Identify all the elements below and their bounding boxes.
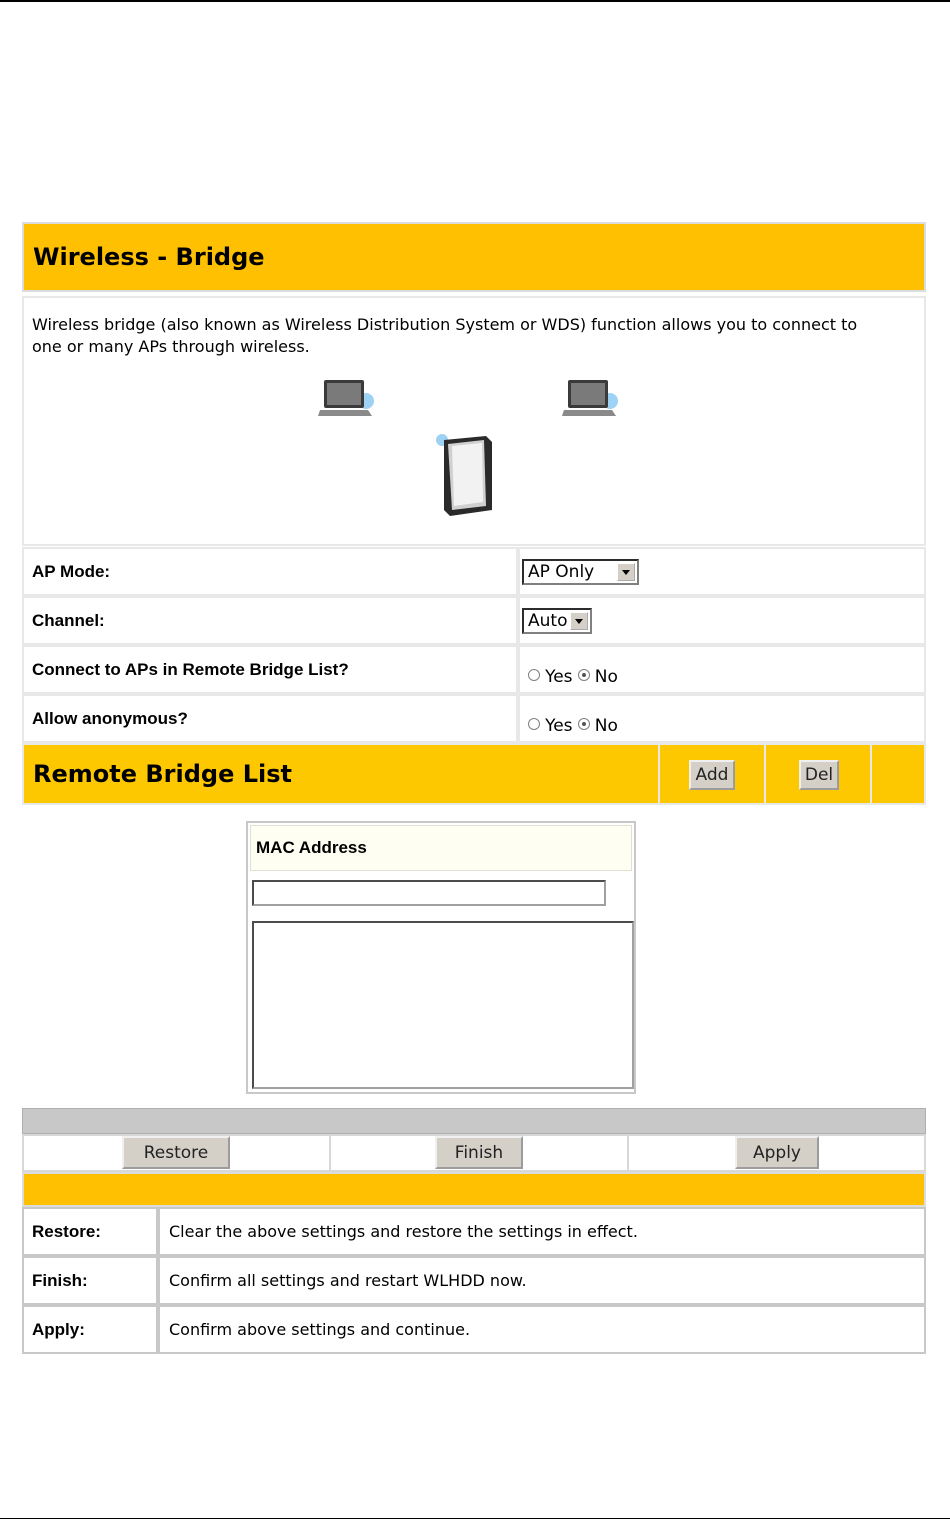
connect-remote-no-label: No (594, 667, 618, 687)
help-text-restore: Clear the above settings and restore the settings in effect. (169, 1222, 638, 1241)
remote-bridge-title: Remote Bridge List (33, 760, 292, 788)
allow-anonymous-value-cell (518, 694, 926, 743)
help-text-cell (158, 1207, 926, 1256)
help-term-cell (22, 1305, 158, 1354)
action-bar (22, 1134, 926, 1172)
connect-remote-value-cell (518, 645, 926, 694)
allow-anonymous-no-radio[interactable] (578, 718, 590, 730)
help-term-restore: Restore: (32, 1221, 101, 1241)
chevron-down-icon (617, 563, 635, 581)
description-panel (22, 296, 926, 546)
connect-remote-yes-radio[interactable] (528, 669, 540, 681)
restore-button[interactable]: Restore (122, 1136, 230, 1169)
ap-mode-label: AP Mode: (32, 561, 111, 581)
allow-anonymous-label-cell (22, 694, 518, 743)
laptop-icon (318, 374, 378, 422)
help-term-cell (22, 1256, 158, 1305)
remote-bridge-header (22, 743, 926, 805)
top-rule (0, 0, 950, 2)
description-text: Wireless bridge (also known as Wireless Distribution System or WDS) function allows you to connect to one or many APs through wireless. (32, 315, 858, 356)
help-header-bar (22, 1172, 926, 1207)
remote-bridge-title-cell (24, 745, 660, 803)
ap-mode-value-cell (518, 547, 926, 596)
allow-anonymous-no-label: No (594, 716, 618, 736)
mac-address-panel (246, 821, 636, 1094)
connect-remote-no-radio[interactable] (578, 669, 590, 681)
page-title-bar (22, 222, 926, 292)
bottom-rule (0, 1518, 950, 1519)
mac-address-input[interactable] (252, 880, 606, 906)
help-text-finish: Confirm all settings and restart WLHDD now. (169, 1271, 527, 1290)
channel-value-cell (518, 596, 926, 645)
page-title: Wireless - Bridge (33, 243, 265, 271)
del-button[interactable]: Del (799, 760, 839, 790)
mac-address-header: MAC Address (256, 838, 367, 857)
connect-remote-label-cell (22, 645, 518, 694)
allow-anonymous-label: Allow anonymous? (32, 708, 188, 728)
action-bar-top (22, 1108, 926, 1134)
chevron-down-icon (570, 612, 588, 630)
allow-anonymous-yes-radio[interactable] (528, 718, 540, 730)
channel-select[interactable]: Auto (522, 608, 592, 634)
help-text-cell (158, 1305, 926, 1354)
mac-header-cell (250, 825, 632, 871)
channel-label: Channel: (32, 610, 105, 630)
help-text-apply: Confirm above settings and continue. (169, 1320, 471, 1339)
connect-remote-yes-label: Yes (545, 667, 573, 687)
apply-button[interactable]: Apply (735, 1136, 819, 1169)
finish-button[interactable]: Finish (435, 1136, 523, 1169)
ap-mode-select[interactable]: AP Only (522, 559, 639, 585)
connect-remote-label: Connect to APs in Remote Bridge List? (32, 659, 349, 679)
add-button[interactable]: Add (689, 760, 735, 790)
channel-label-cell (22, 596, 518, 645)
help-term-cell (22, 1207, 158, 1256)
wireless-hdd-device-icon (430, 432, 500, 520)
action-divider (329, 1136, 331, 1170)
ap-mode-label-cell (22, 547, 518, 596)
laptop-icon (562, 374, 622, 422)
help-term-apply: Apply: (32, 1319, 85, 1339)
action-divider (627, 1136, 629, 1170)
mac-address-list[interactable] (252, 921, 634, 1089)
help-term-finish: Finish: (32, 1270, 88, 1290)
allow-anonymous-yes-label: Yes (545, 716, 573, 736)
help-text-cell (158, 1256, 926, 1305)
